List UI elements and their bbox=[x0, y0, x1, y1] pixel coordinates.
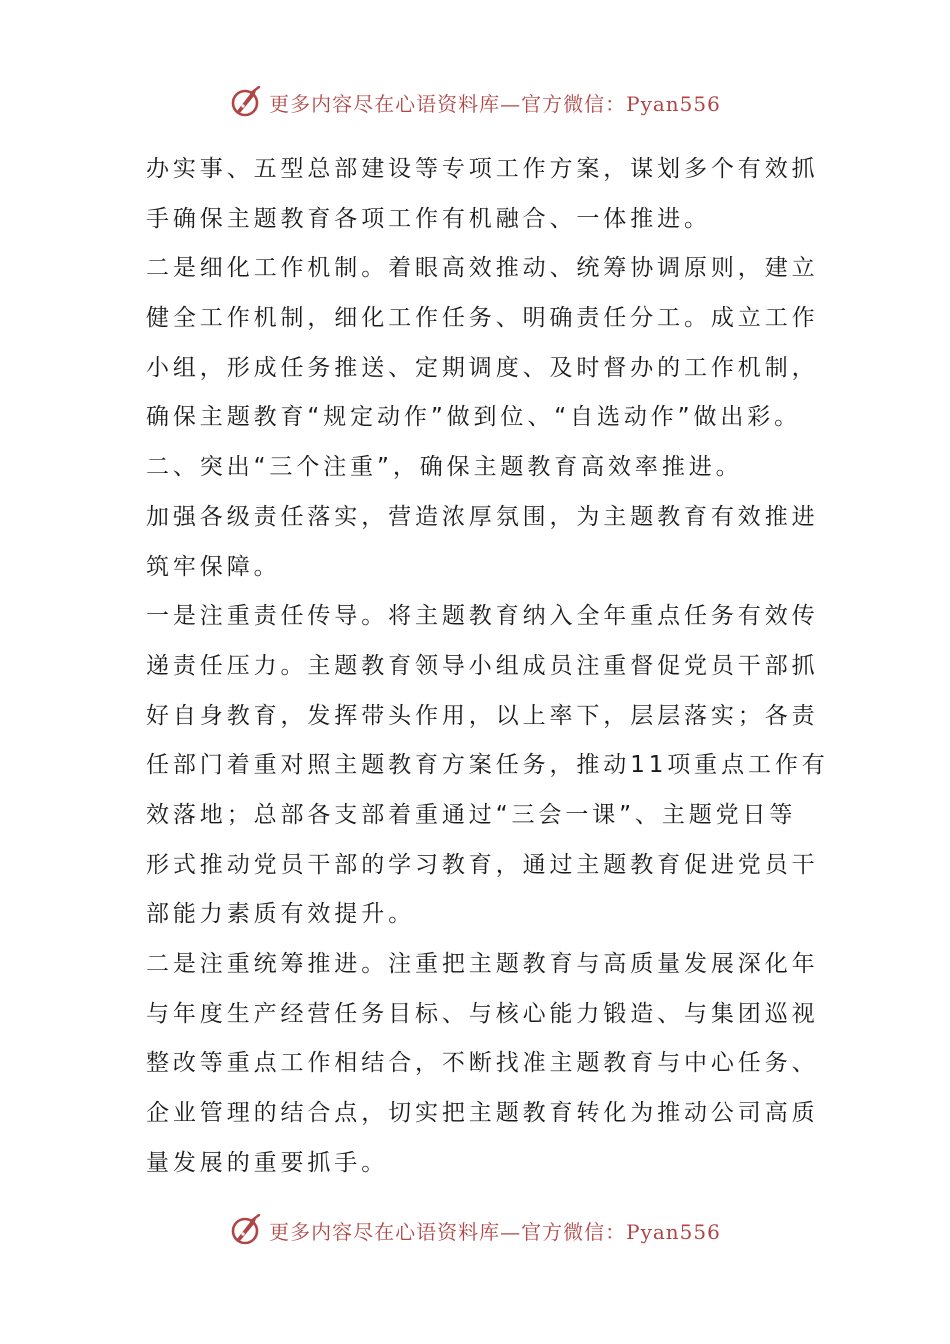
text-line: 量发展的重要抓手。 bbox=[146, 1149, 389, 1176]
text-line: 筑牢保障。 bbox=[146, 553, 281, 580]
header-banner bbox=[0, 82, 950, 122]
text-line: 小组，形成任务推送、定期调度、及时督办的工作机制， bbox=[146, 354, 819, 381]
footer-banner-text: 更多内容尽在心语资料库—官方微信：Pyan556 bbox=[269, 1219, 721, 1244]
text-line: 健全工作机制，细化工作任务、明确责任分工。成立工作 bbox=[146, 305, 819, 332]
text-line: 与年度生产经营任务目标、与核心能力锻造、与集团巡视 bbox=[146, 1000, 819, 1027]
header-banner-inner bbox=[229, 84, 721, 120]
text-line: 二、突出“三个注重”，确保主题教育高效率推进。 bbox=[146, 454, 743, 481]
text-line: 效落地；总部各支部着重通过“三会一课”、主题党日等 bbox=[146, 801, 797, 828]
pen-nib-logo-icon bbox=[229, 1212, 265, 1248]
text-line: 一是注重责任传导。将主题教育纳入全年重点任务有效传 bbox=[146, 603, 819, 630]
text-line: 部能力素质有效提升。 bbox=[146, 901, 415, 928]
footer-banner bbox=[0, 1210, 950, 1250]
text-line: 办实事、五型总部建设等专项工作方案，谋划多个有效抓 bbox=[146, 156, 819, 182]
text-line: 整改等重点工作相结合，不断找准主题教育与中心任务、 bbox=[146, 1050, 819, 1077]
header-banner-text: 更多内容尽在心语资料库—官方微信：Pyan556 bbox=[269, 91, 721, 116]
text-line: 企业管理的结合点，切实把主题教育转化为推动公司高质 bbox=[146, 1100, 819, 1127]
text-line: 任部门着重对照主题教育方案任务，推动11项重点工作有 bbox=[146, 752, 829, 779]
text-line: 形式推动党员干部的学习教育，通过主题教育促进党员干 bbox=[146, 851, 819, 878]
text-line: 确保主题教育“规定动作”做到位、“自选动作”做出彩。 bbox=[146, 404, 802, 431]
text-line: 递责任压力。主题教育领导小组成员注重督促党员干部抓 bbox=[146, 652, 819, 679]
text-line: 二是注重统筹推进。注重把主题教育与高质量发展深化年 bbox=[146, 951, 819, 977]
pen-nib-logo-icon bbox=[229, 84, 265, 120]
text-line: 好自身教育，发挥带头作用，以上率下，层层落实；各责 bbox=[146, 702, 819, 729]
text-line: 手确保主题教育各项工作有机融合、一体推进。 bbox=[146, 205, 711, 232]
text-line: 二是细化工作机制。着眼高效推动、统筹协调原则，建立 bbox=[146, 255, 819, 282]
footer-banner-inner bbox=[229, 1212, 721, 1248]
document-body bbox=[146, 145, 829, 1188]
text-line: 加强各级责任落实，营造浓厚氛围，为主题教育有效推进 bbox=[146, 503, 819, 530]
